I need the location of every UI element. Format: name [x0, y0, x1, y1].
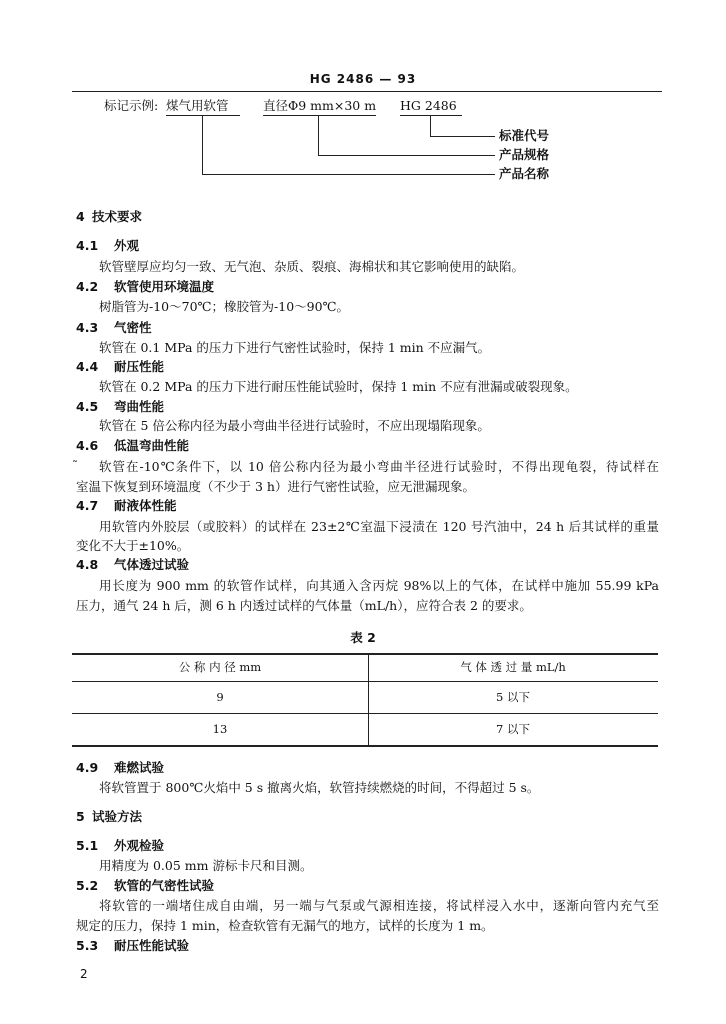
- leader-spec-vertical: [318, 116, 319, 155]
- table-header-gas-permeation: 气 体 透 过 量 mL/h: [460, 660, 566, 674]
- table-row-2-diameter: 13: [212, 722, 228, 736]
- section-4-3-heading: [76, 320, 152, 336]
- section-4-8-text-line1: 用长度为 900 mm 的软管作试样，向其通入含丙烷 98%以上的气体，在试样中施加 55.99 kPa: [99, 578, 659, 593]
- leader-name-horizontal: [202, 174, 495, 175]
- section-4-2-title: 软管使用环境温度: [114, 279, 215, 294]
- section-4-1-number: 4.1: [76, 238, 99, 253]
- page-number: 2: [80, 967, 88, 981]
- leader-std-vertical: [430, 116, 431, 136]
- underline-std: [400, 115, 462, 116]
- section-5-title: 试验方法: [92, 809, 143, 824]
- leader-spec-horizontal: [318, 155, 495, 156]
- section-4-6-title: 低温弯曲性能: [114, 438, 190, 453]
- section-4-9-heading: [76, 760, 164, 776]
- table-top-rule: [72, 653, 658, 655]
- section-4-7-heading: [76, 498, 177, 514]
- section-4-5-title: 弯曲性能: [114, 399, 165, 414]
- table-row-1-diameter: 9: [216, 690, 224, 704]
- section-4-6-text-line1: 软管在-10℃条件下，以 10 倍公称内径为最小弯曲半径进行试验时，不得出现龟裂，待试样在: [99, 459, 659, 474]
- section-5-2-text-line2: 规定的压力，保持 1 min，检查软管有无漏气的地方，试样的长度为 1 m。: [76, 918, 494, 933]
- section-5-2-number: 5.2: [76, 878, 99, 893]
- section-4-9-number: 4.9: [76, 760, 99, 775]
- section-4-7-text-line2: 变化不大于±10%。: [76, 538, 190, 553]
- table-header-inner-diameter: 公 称 内 径 mm: [178, 660, 262, 674]
- underline-spec: [263, 115, 376, 116]
- section-5-3-title: 耐压性能试验: [114, 938, 190, 953]
- table-row-2-permeation: 7 以下: [496, 722, 530, 736]
- section-4-1-heading: [76, 238, 139, 254]
- section-4-7-title: 耐液体性能: [114, 498, 177, 513]
- section-5-1-heading: [76, 838, 164, 854]
- section-4-1-text: 软管壁厚应均匀一致、无气泡、杂质、裂痕、海棉状和其它影响使用的缺陷。: [99, 259, 525, 274]
- section-5-2-heading: [76, 878, 214, 894]
- table-header-rule: [72, 681, 658, 682]
- section-5-number: 5: [76, 809, 85, 824]
- section-4-7-text-line1: 用软管内外胶层（或胶料）的试样在 23±2℃室温下浸渍在 120 号汽油中，24 h 后其试样的重量: [99, 519, 659, 534]
- section-4-8-heading: [76, 557, 189, 573]
- section-5-2-title: 软管的气密性试验: [114, 878, 215, 893]
- scan-mark: ˜: [72, 459, 78, 473]
- section-4-8-title: 气体透过试验: [114, 557, 190, 572]
- section-4-5-heading: [76, 399, 164, 415]
- header-rule: [72, 91, 662, 92]
- section-5-heading: [76, 809, 142, 825]
- section-4-2-number: 4.2: [76, 279, 99, 294]
- section-4-title: 技术要求: [92, 209, 143, 224]
- section-5-2-text-line1: 将软管的一端堵住成自由端，另一端与气泵或气源相连接，将试样浸入水中，逐渐向管内充气至: [99, 898, 659, 913]
- label-product-name: 产品名称: [499, 166, 550, 181]
- section-4-4-number: 4.4: [76, 359, 99, 374]
- table-row-1-permeation: 5 以下: [496, 690, 530, 704]
- marking-example-name: 煤气用软管: [166, 98, 229, 113]
- section-4-6-text-line2: 室温下恢复到环境温度（不少于 3 h）进行气密性试验，应无泄漏现象。: [76, 479, 475, 494]
- section-4-9-text: 将软管置于 800℃火焰中 5 s 撤离火焰，软管持续燃烧的时间，不得超过 5 s。: [99, 780, 540, 795]
- section-4-8-text-line2: 压力，通气 24 h 后，测 6 h 内透过试样的气体量（mL/h），应符合表 2 的要求。: [76, 598, 532, 613]
- table-row-rule: [72, 713, 658, 714]
- section-5-1-text: 用精度为 0.05 mm 游标卡尺和目测。: [99, 858, 313, 873]
- label-product-spec: 产品规格: [499, 147, 550, 162]
- section-4-2-text: 树脂管为-10～70℃；橡胶管为-10～90℃。: [99, 299, 350, 314]
- section-4-6-heading: [76, 438, 189, 454]
- section-4-3-title: 气密性: [114, 320, 152, 335]
- section-4-4-heading: [76, 359, 164, 375]
- section-5-1-number: 5.1: [76, 838, 99, 853]
- section-4-5-text: 软管在 5 倍公称内径为最小弯曲半径进行试验时，不应出现塌陷现象。: [99, 418, 490, 433]
- section-4-9-title: 难燃试验: [114, 760, 165, 775]
- section-4-6-number: 4.6: [76, 438, 99, 453]
- section-4-heading: [76, 209, 142, 225]
- leader-name-vertical: [202, 116, 203, 174]
- underline-name: [166, 115, 240, 116]
- section-4-8-number: 4.8: [76, 557, 99, 572]
- section-5-1-title: 外观检验: [114, 838, 165, 853]
- section-4-number: 4: [76, 209, 85, 224]
- section-4-7-number: 4.7: [76, 498, 99, 513]
- section-4-3-number: 4.3: [76, 320, 99, 335]
- marking-example-prefix: 标记示例:: [104, 98, 159, 113]
- marking-example-spec: 直径Φ9 mm×30 m: [263, 98, 377, 113]
- table-2-caption: 表 2: [350, 630, 376, 645]
- table-bottom-rule: [72, 745, 658, 747]
- section-4-2-heading: [76, 279, 214, 295]
- section-4-4-title: 耐压性能: [114, 359, 165, 374]
- section-4-1-title: 外观: [114, 238, 140, 253]
- standard-code-header: HG 2486 — 93: [309, 72, 417, 86]
- label-standard-code: 标准代号: [499, 128, 550, 143]
- section-4-5-number: 4.5: [76, 399, 99, 414]
- leader-std-horizontal: [430, 136, 495, 137]
- section-5-3-heading: [76, 938, 189, 954]
- marking-example-std: HG 2486: [400, 98, 457, 113]
- section-4-4-text: 软管在 0.2 MPa 的压力下进行耐压性能试验时，保持 1 min 不应有泄漏或破裂现象。: [99, 379, 578, 394]
- section-4-3-text: 软管在 0.1 MPa 的压力下进行气密性试验时，保持 1 min 不应漏气。: [99, 340, 491, 355]
- section-5-3-number: 5.3: [76, 938, 99, 953]
